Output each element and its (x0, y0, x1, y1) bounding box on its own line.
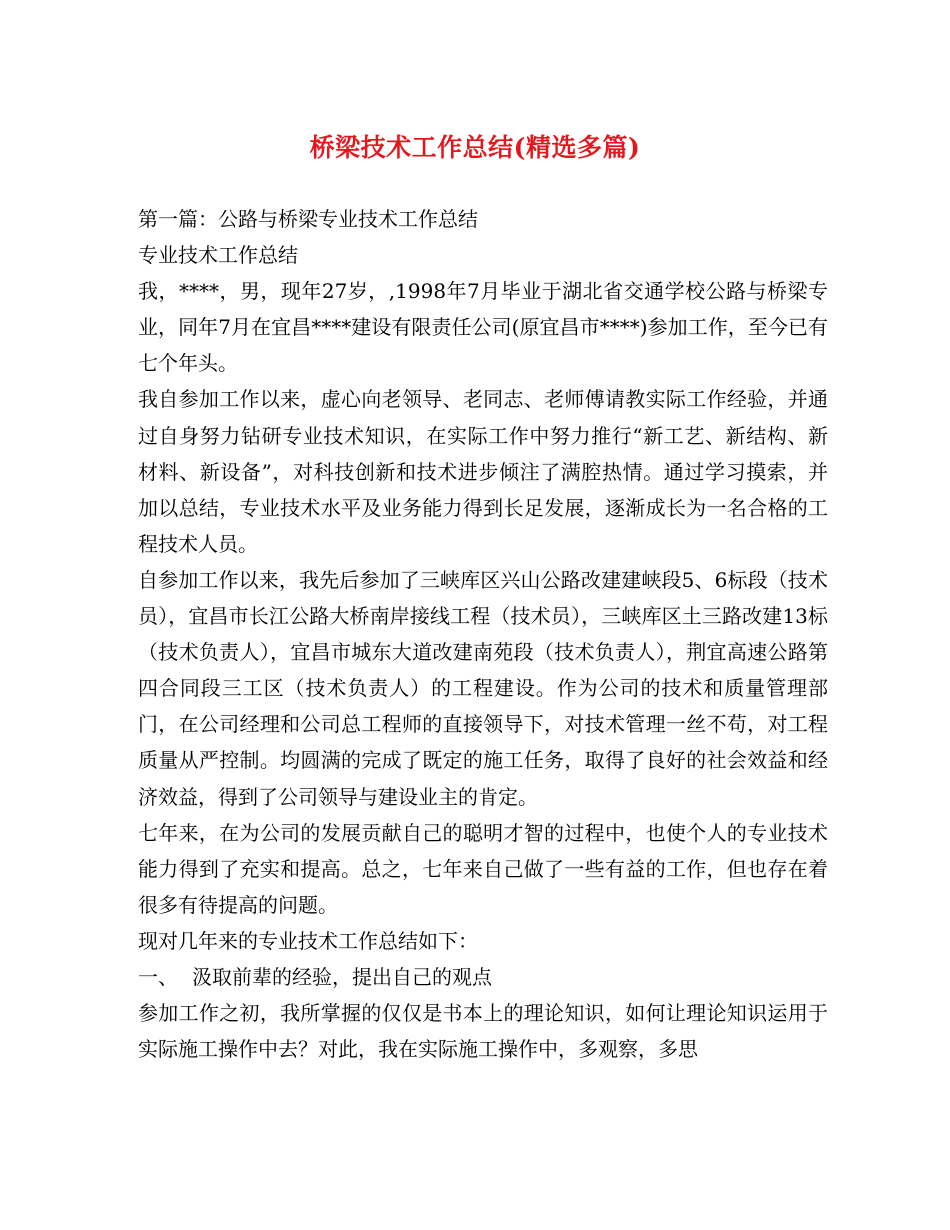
document-body (138, 201, 828, 1067)
paragraph-experience: 我自参加工作以来，虚心向老领导、老同志、老师傅请教实际工作经验，并通过自身努力钻研专业技术知识，在实际工作中努力推行“新工艺、新结构、新材料、新设备”，对科技创新和技术进步倾注了满腔热情。通过学习摸索，并加以总结，专业技术水平及业务能力得到长足发展，逐渐成长为一名合格的工程技术人员。 (138, 387, 828, 556)
section-number: 一、 (138, 964, 178, 989)
paragraph-summary-lead: 现对几年来的专业技术工作总结如下： (138, 928, 478, 953)
paragraph-projects: 自参加工作以来，我先后参加了三峡库区兴山公路改建建峡段5、6标段（技术员），宜昌市长江公路大桥南岸接线工程（技术员），三峡库区土三路改建13标（技术负责人），宜昌市城东大道改建南苑段（技术负责人），荆宜高速公路第四合同段三工区（技术负责人）的工程建设。作为公司的技术和质量管理部门，在公司经理和公司总工程师的直接领导下，对技术管理一丝不苟，对工程质量从严控制。均圆满的完成了既定的施工任务，取得了良好的社会效益和经济效益，得到了公司领导与建设业主的肯定。 (138, 567, 828, 809)
paragraph-part-heading: 第一篇：公路与桥梁专业技术工作总结 (138, 207, 478, 231)
paragraph-final: 参加工作之初，我所掌握的仅仅是书本上的理论知识，如何让理论知识运用于实际施工操作中去？对此，我在实际施工操作中，多观察，多思 (138, 1001, 828, 1062)
paragraph-seven-years: 七年来，在为公司的发展贡献自己的聪明才智的过程中，也使个人的专业技术能力得到了充实和提高。总之，七年来自己做了一些有益的工作，但也存在着很多有待提高的问题。 (138, 820, 828, 917)
section-heading (138, 959, 828, 995)
document-title: 桥梁技术工作总结(精选多篇) (309, 133, 641, 162)
section-heading-text: 汲取前辈的经验，提出自己的观点 (192, 964, 492, 989)
paragraph-intro: 我，****，男，现年27岁，,1998年7月毕业于湖北省交通学校公路与桥梁专业，同年7月在宜昌****建设有限责任公司(原宜昌市****)参加工作，至今已有七个年头。 (138, 279, 828, 376)
paragraph-subtitle: 专业技术工作总结 (138, 243, 298, 268)
